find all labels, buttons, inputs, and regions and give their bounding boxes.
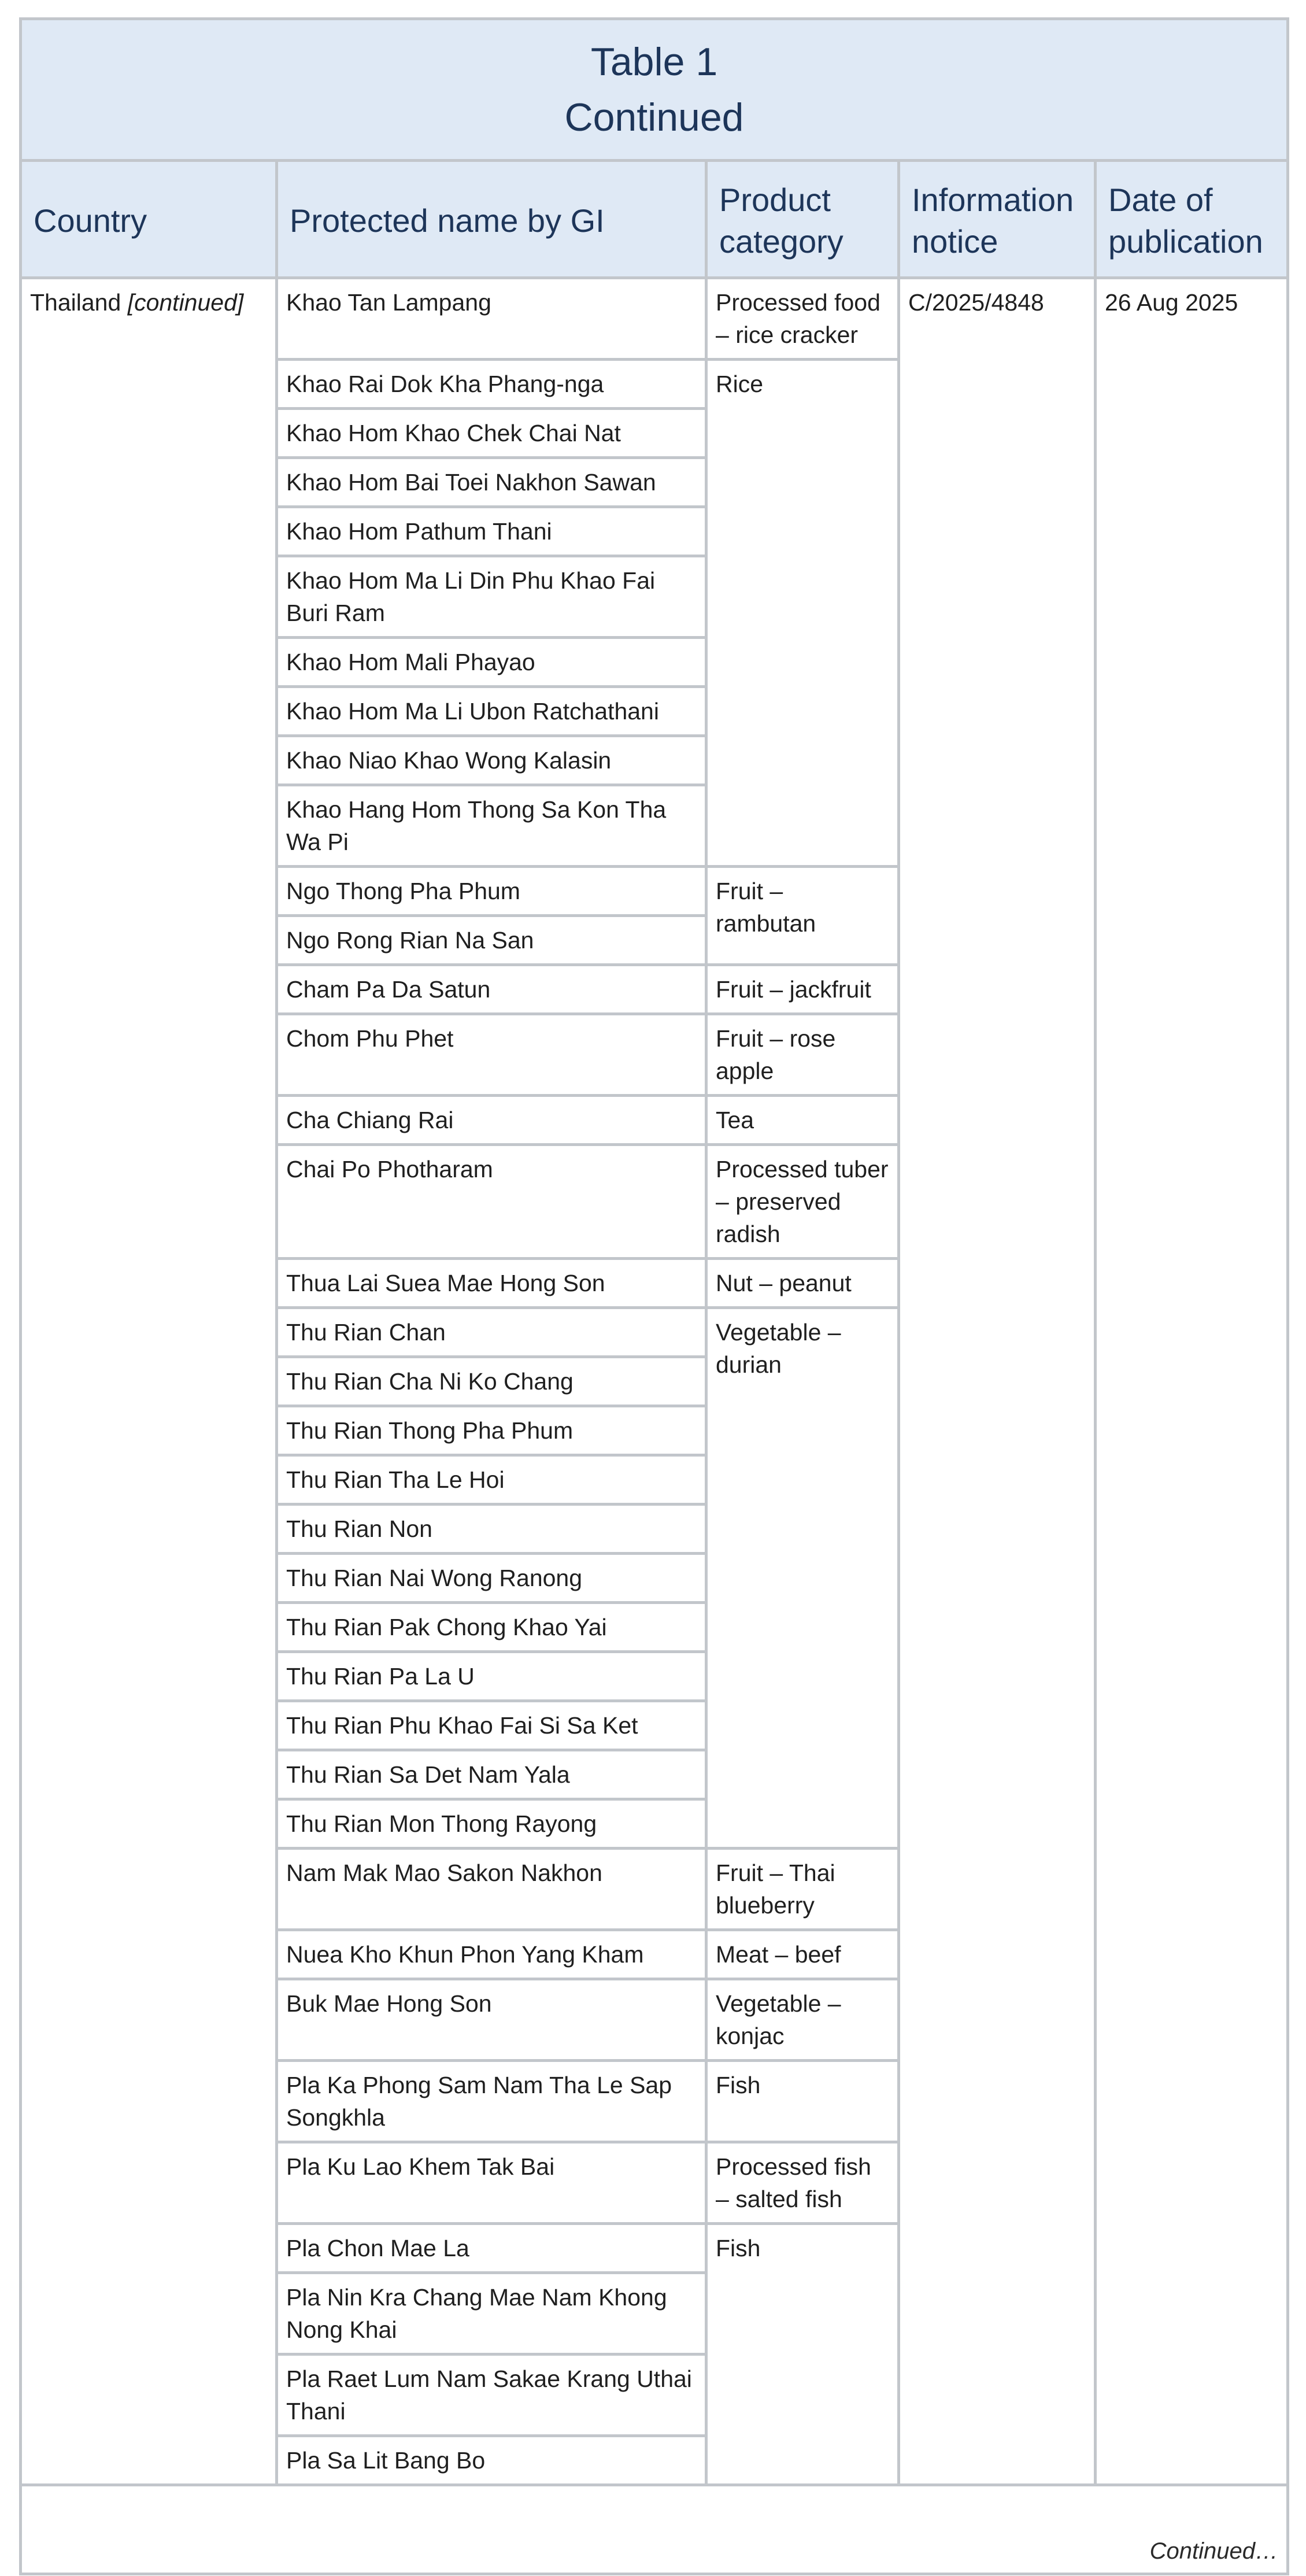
- gi-name-cell: Khao Hom Ma Li Ubon Ratchathani: [277, 687, 706, 736]
- header-protected-name: Protected name by GI: [277, 161, 706, 278]
- gi-name-cell: Ngo Thong Pha Phum: [277, 867, 706, 916]
- gi-name-cell: Nuea Kho Khun Phon Yang Kham: [277, 1930, 706, 1979]
- gi-name-cell: Khao Hom Pathum Thani: [277, 507, 706, 556]
- category-cell: Processed tuber – preserved radish: [706, 1145, 899, 1259]
- gi-name-cell: Chom Phu Phet: [277, 1014, 706, 1096]
- gi-name-cell: Khao Niao Khao Wong Kalasin: [277, 736, 706, 785]
- gi-name-cell: Thu Rian Pa La U: [277, 1652, 706, 1701]
- gi-name-cell: Khao Rai Dok Kha Phang-nga: [277, 360, 706, 409]
- gi-name-cell: Thua Lai Suea Mae Hong Son: [277, 1259, 706, 1308]
- gi-name-cell: Thu Rian Thong Pha Phum: [277, 1406, 706, 1455]
- gi-name-cell: Thu Rian Cha Ni Ko Chang: [277, 1357, 706, 1406]
- gi-name-cell: Thu Rian Nai Wong Ranong: [277, 1554, 706, 1603]
- gi-name-cell: Thu Rian Phu Khao Fai Si Sa Ket: [277, 1701, 706, 1750]
- category-cell: Fruit – rose apple: [706, 1014, 899, 1096]
- gi-name-cell: Ngo Rong Rian Na San: [277, 916, 706, 965]
- table-title-line1: Table 1: [590, 40, 718, 84]
- category-cell: Meat – beef: [706, 1930, 899, 1979]
- category-cell: Vegetable – durian: [706, 1308, 899, 1849]
- gi-name-cell: Thu Rian Non: [277, 1505, 706, 1554]
- gi-name-cell: Chai Po Photharam: [277, 1145, 706, 1259]
- gi-name-cell: Pla Nin Kra Chang Mae Nam Khong Nong Khai: [277, 2273, 706, 2355]
- gi-name-cell: Thu Rian Tha Le Hoi: [277, 1455, 706, 1505]
- gi-name-cell: Pla Sa Lit Bang Bo: [277, 2436, 706, 2485]
- gi-name-cell: Nam Mak Mao Sakon Nakhon: [277, 1849, 706, 1930]
- category-cell: Rice: [706, 360, 899, 867]
- category-cell: Nut – peanut: [706, 1259, 899, 1308]
- gi-name-cell: Thu Rian Chan: [277, 1308, 706, 1357]
- table-frame: [19, 17, 1286, 2576]
- gi-name-cell: Thu Rian Pak Chong Khao Yai: [277, 1603, 706, 1652]
- date-of-publication-cell: 26 Aug 2025: [1096, 278, 1288, 2485]
- table-title: [21, 19, 1288, 161]
- gi-name-cell: Pla Chon Mae La: [277, 2224, 706, 2273]
- category-cell: Fish: [706, 2061, 899, 2142]
- header-product-category: Product category: [706, 161, 899, 278]
- category-cell: Vegetable – konjac: [706, 1979, 899, 2061]
- gi-name-cell: Cha Chiang Rai: [277, 1096, 706, 1145]
- country-cell: Thailand [continued]: [21, 278, 277, 2485]
- gi-name-cell: Khao Hom Khao Chek Chai Nat: [277, 409, 706, 458]
- gi-name-cell: Thu Rian Mon Thong Rayong: [277, 1799, 706, 1849]
- gi-name-cell: Pla Raet Lum Nam Sakae Krang Uthai Thani: [277, 2355, 706, 2436]
- category-cell: Processed food – rice cracker: [706, 278, 899, 360]
- category-cell: Fruit – Thai blueberry: [706, 1849, 899, 1930]
- gi-name-cell: Khao Hang Hom Thong Sa Kon Tha Wa Pi: [277, 785, 706, 867]
- gi-name-cell: Khao Hom Mali Phayao: [277, 638, 706, 687]
- gi-name-cell: Cham Pa Da Satun: [277, 965, 706, 1014]
- category-cell: Fruit – jackfruit: [706, 965, 899, 1014]
- category-cell: Processed fish – salted fish: [706, 2142, 899, 2224]
- category-cell: Fish: [706, 2224, 899, 2485]
- header-row: [21, 161, 1288, 278]
- gi-name-cell: Buk Mae Hong Son: [277, 1979, 706, 2061]
- table-title-line2: Continued: [564, 95, 744, 139]
- gi-name-cell: Khao Hom Bai Toei Nakhon Sawan: [277, 458, 706, 507]
- gi-name-cell: Khao Hom Ma Li Din Phu Khao Fai Buri Ram: [277, 556, 706, 638]
- header-information-notice: Information notice: [899, 161, 1096, 278]
- gi-name-cell: Thu Rian Sa Det Nam Yala: [277, 1750, 706, 1799]
- continued-note: Continued…: [21, 2485, 1288, 2574]
- category-cell: Fruit – rambutan: [706, 867, 899, 965]
- gi-name-cell: Khao Tan Lampang: [277, 278, 706, 360]
- gi-name-cell: Pla Ka Phong Sam Nam Tha Le Sap Songkhla: [277, 2061, 706, 2142]
- header-date-of-publication: Date of publication: [1096, 161, 1288, 278]
- header-country: Country: [21, 161, 277, 278]
- gi-name-cell: Pla Ku Lao Khem Tak Bai: [277, 2142, 706, 2224]
- table-row: [21, 278, 1288, 360]
- information-notice-cell: C/2025/4848: [899, 278, 1096, 2485]
- footer-row: [21, 2485, 1288, 2574]
- category-cell: Tea: [706, 1096, 899, 1145]
- gi-table: [19, 17, 1289, 2575]
